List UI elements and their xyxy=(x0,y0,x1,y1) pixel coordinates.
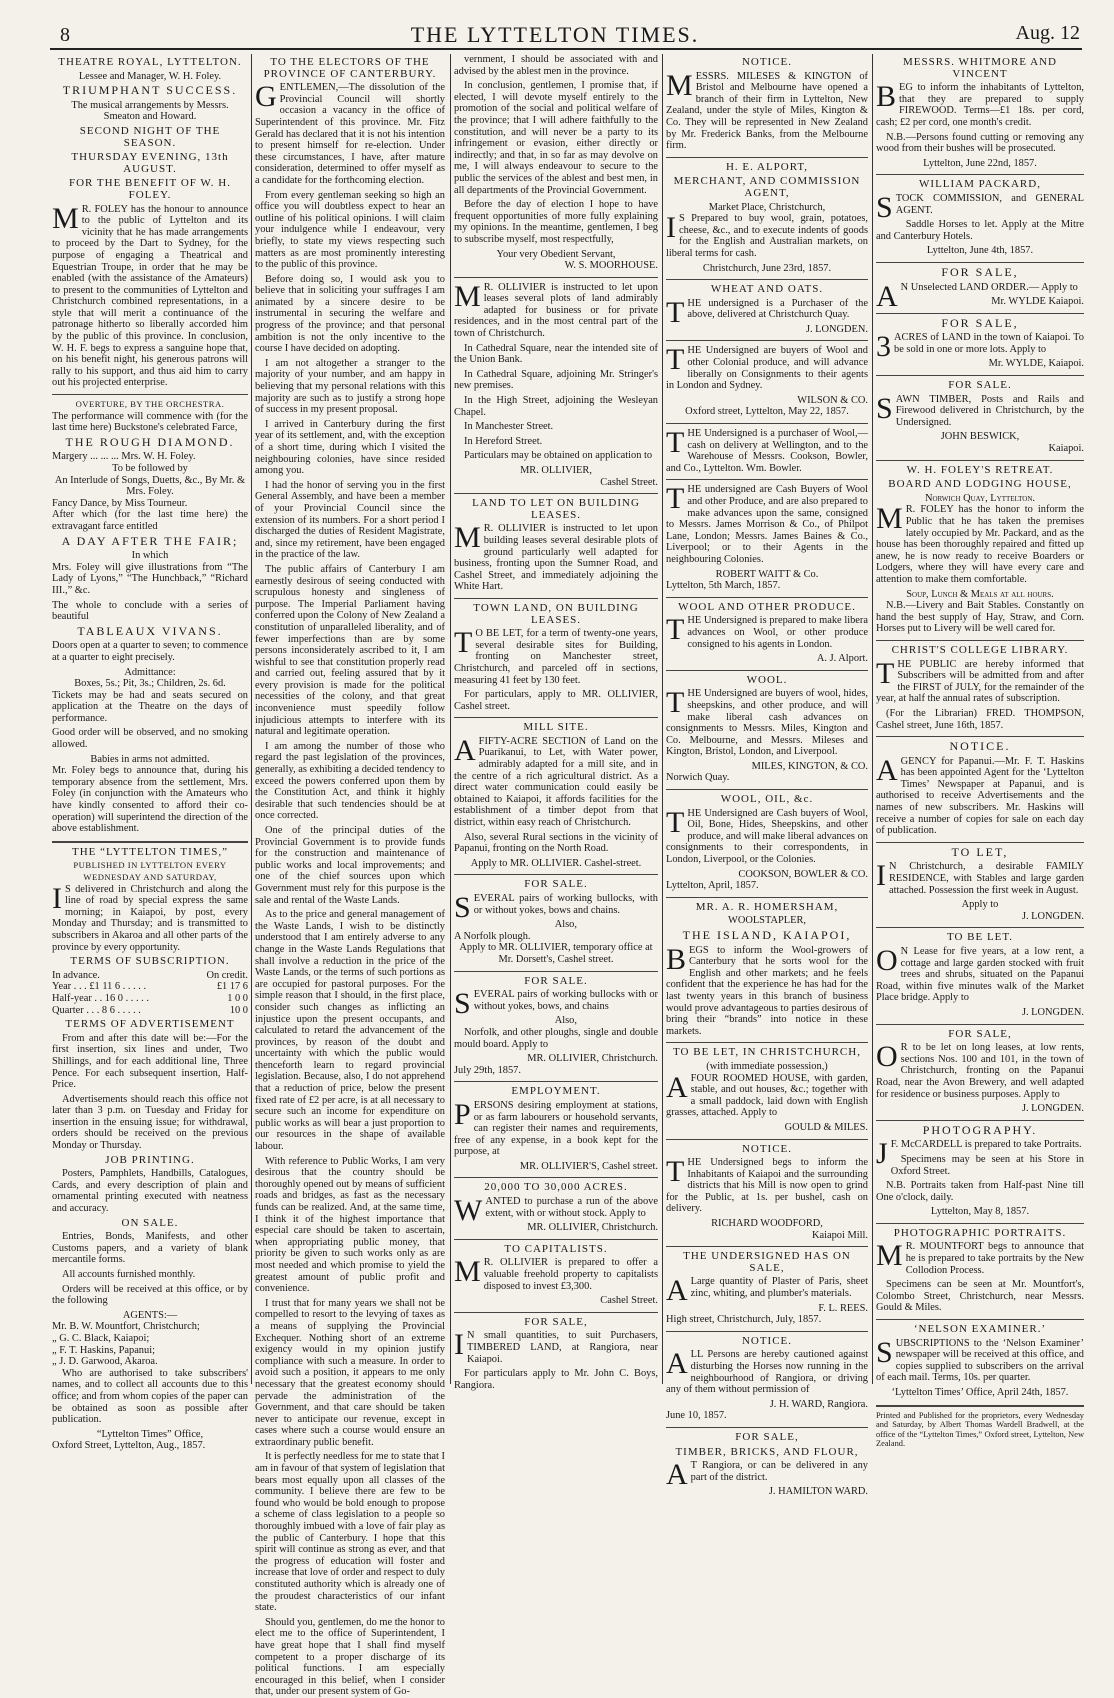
mountfort-specimens: Specimens can be seen at Mr. Mountfort's, Colombo Street, Christchurch, near Messrs. Gould & Miles. xyxy=(876,1279,1084,1314)
nelson-text: UBSCRIPTIONS to the ‘Nelson Examiner’ newspaper will be received at this office, and copies supplied to subscribers on the arrival of each mail. Terms, 10s. per quarter. xyxy=(876,1337,1084,1384)
address-paragraph: It is perfectly needless for me to state that I am in favour of that system of legislation that bears most equally upon all classes of the community. I believe there are few to be found who would be bold enough to propose a scheme of class legislation to a people so thoroughly imbued with a love of fair play as the public of Canterbury. I hope that this spirit will continue as strong as ever, and that the progress of education will foster and increase that love of order and respect to duly constituted authority which is already one of the proudest characteristics of our infant state. xyxy=(255,1451,445,1614)
wilson: WILSON & CO. xyxy=(797,394,868,406)
whole-conclude: The whole to conclude with a series of beautiful xyxy=(52,599,248,623)
column-1 xyxy=(52,54,248,1452)
wheat-text: HE undersigned is a Purchaser of the above, delivered at Christchurch Quay. xyxy=(687,297,868,321)
to-be-let-text: O BE LET, for a term of twenty-one years, several desirable sites for Building, fronting on Manchester street, Christchurch, and parceled off in sections, measuring 41 feet by 130 feet. xyxy=(454,628,658,686)
column-2 xyxy=(255,54,445,1698)
capitalists: TO CAPITALISTS. xyxy=(504,1242,608,1255)
address-paragraph: vernment, I should be associated with and advised by the ablest men in the province. xyxy=(454,54,658,77)
mill-site: MILL SITE. xyxy=(523,721,589,734)
wool-oil: WOOL, OIL, &c. xyxy=(720,793,814,806)
address-paragraph: I am not altogether a stranger to the majority of your number, and am happy in believing that my personal relations with this majority are such as to justify a strong hope of success in my present proposal. xyxy=(255,357,445,416)
land-to-let: LAND TO LET ON BUILDING LEASES. xyxy=(472,497,640,521)
foley-absence: Mr. Foley begs to announce that, during his temporary absence from the settlement, Mrs. Foley (in conjunction with the Amateurs who have kindly consented to afford their co-operation) will superintend the direction of the above establishment. xyxy=(52,765,248,835)
address-paragraph: I had the honor of serving you in the first General Assembly, and have been a member of your Provincial Council since the extension of its numbers. For a short period I discharged the duties of Resident Magistrate, and, since my retirement, have been engaged in the practice of the law. xyxy=(255,479,445,561)
employment: EMPLOYMENT. xyxy=(511,1085,601,1098)
ollivier-building: R. OLLIVIER is instructed to let upon building leases several desirable plots of ground particularly well adapted for business, fronting upon the Sumner Road, and Cashel Street, and immediately adjoining the White Hart. xyxy=(454,523,658,593)
drop-cap: A xyxy=(666,1070,688,1104)
bullocks-2: EVERAL pairs of working bullocks with or without yokes, bows, and chains xyxy=(473,989,658,1012)
location-item: In Cathedral Square, adjoining Mr. Stringer's new premises. xyxy=(454,368,658,392)
agent-item: „ F. T. Haskins, Papanui; xyxy=(52,1344,155,1356)
cashel-street: Cashel Street. xyxy=(600,1295,658,1307)
terms-advertisement: TERMS OF ADVERTISEMENT xyxy=(65,1018,235,1031)
gentlemen-intro: ENTLEMEN,—The dissolution of the Provincial Council will shortly occasion a vacancy in the office of Superintendent of this province. Mr. Fitz Gerald has declared that it is not his intention to present himself for re-election. Under these circumstances, I have, after mature consideration, determined to offer myself as a candidate for the forthcoming election. xyxy=(255,82,445,186)
tickets: Tickets may be had and seats secured on application at the Theatre on the days of performance. xyxy=(52,689,248,724)
bullocks: EVERAL pairs of working bullocks, with or without yokes, bows and chains. xyxy=(473,893,658,916)
alport-sig: A. J. Alport. xyxy=(816,653,868,665)
cottage-lease: N Lease for five years, at a low rent, a cottage and large garden stocked with fruit trees and shrubs, situated on the Papanui Road, within five minutes walk of the Market Place bridge. Apply to xyxy=(876,946,1084,1004)
cookson: COOKSON, BOWLER & CO. xyxy=(738,868,868,880)
location-item: In Manchester Street. xyxy=(464,421,554,433)
wheat-oats: WHEAT AND OATS. xyxy=(710,283,824,296)
cast-margery: Margery ... ... ... Mrs. W. H. Foley. xyxy=(52,451,196,463)
photography: PHOTOGRAPHY. xyxy=(922,1122,1038,1137)
location-item: In the High Street, adjoining the Wesleyan Chapel. xyxy=(454,395,658,418)
for-sale: FOR SALE, xyxy=(941,315,1019,330)
sub-cell: 1 0 0 xyxy=(227,992,248,1004)
day-after-fair: A DAY AFTER THE FAIR; xyxy=(61,533,239,548)
electors-heading: TO THE ELECTORS OF THE PROVINCE OF CANTERBURY. xyxy=(263,56,437,80)
packard: WILLIAM PACKARD, xyxy=(919,178,1041,191)
drop-cap: B xyxy=(666,942,687,976)
issue-date: Aug. 12 xyxy=(1015,22,1080,44)
miles-sig: MILES, KINGTON, & CO. xyxy=(751,760,868,772)
drop-cap: A xyxy=(876,279,898,313)
published: PUBLISHED IN LYTTELTON EVERY WEDNESDAY AND SATURDAY, xyxy=(73,860,227,882)
mr-ollivier: MR. OLLIVIER, xyxy=(520,465,592,476)
address-paragraph: Before the day of election I hope to have frequent opportunities of more fully explaining my opinions. In the meantime, gentlemen, I beg to subscribe myself, most respectfully, xyxy=(454,199,658,245)
stock-commission: TOCK COMMISSION, and GENERAL AGENT. xyxy=(895,192,1084,216)
agent-item: Mr. B. W. Mountfort, Christchurch; xyxy=(52,1321,200,1333)
for-sale: FOR SALE, xyxy=(948,1027,1012,1040)
whitmore-date: Lyttelton, June 22nd, 1857. xyxy=(923,157,1037,169)
page-number: 8 xyxy=(60,24,70,46)
cookson-text: HE Undersigned are Cash buyers of Wool, Oil, Bone, Hides, Sheepskins, and other produce, and will make liberal advances on consignments to their correspondents, in London, Liverpool, or the Colonies. xyxy=(666,807,868,866)
location-item: In Cathedral Square, near the intended site of the Union Bank. xyxy=(454,342,658,366)
subscription-table xyxy=(52,970,248,1016)
fifty-acre: FIFTY-ACRE SECTION of Land on the Puarikanui, to Let, with Water power, admirably adapted for a mill site, and in the centre of a rich agricultural district. As a direct water communication could easily be obtained to Kaiapoi, it affords facilities for the establishment of a timber depot from that district, within easy reach of Christchurch. xyxy=(454,735,658,829)
drop-cap: A xyxy=(666,1274,688,1308)
sections-text: R to be let on long leases, at low rents, sections Nos. 100 and 101, in the town of Christchurch, fronting on the Papanui Road, near the Avon Brewery, and well adapted for residence or business purposes. Apply to xyxy=(876,1042,1084,1100)
drop-cap: W xyxy=(454,1194,483,1228)
address-paragraph: One of the principal duties of the Provincial Government is to provide funds for the construction and maintenance of public works and local improvements; and one of the chief sources upon which Government must rely for this purpose is the sale and rental of the Waste Lands. xyxy=(255,825,445,906)
column-4 xyxy=(666,54,868,1498)
drop-cap: G xyxy=(255,80,277,114)
four-room: FOUR ROOMED HOUSE, with garden, stable, and out houses, &c.; together with a small paddock, laid down with English grasses, attached. Apply to xyxy=(666,1072,868,1119)
office: “Lyttelton Times” Office, xyxy=(96,1428,204,1440)
drop-cap: A xyxy=(454,733,476,767)
accounts-monthly: All accounts furnished monthly. xyxy=(62,1269,196,1280)
sub-cell: £1 17 6 xyxy=(216,981,248,993)
land-order: N Unselected LAND ORDER.— Apply to xyxy=(900,281,1078,293)
woolstapler: WOOLSTAPLER, xyxy=(728,915,806,927)
newspaper-title: THE LYTTELTON TIMES. xyxy=(410,22,700,47)
drop-cap: T xyxy=(876,656,895,690)
drop-cap: T xyxy=(666,343,685,377)
doors-open: Doors open at a quarter to seven; to commence at a quarter to eight precisely. xyxy=(52,640,248,663)
drop-cap: I xyxy=(876,859,886,893)
wool-other: WOOL AND OTHER PRODUCE. xyxy=(678,600,856,613)
address-paragraph: As to the price and general management of the Waste Lands, I wish to be distinctly understood that I am entirely adverse to any change in the Waste Lands Regulations that shall involve a reduction in the price of the Waste Lands, or the terms of such portions as are occupied for pastoral purposes. For the simple reason that I should, in the first place, consider such changes as inflicting an injustice upon the present occupants, and calculated to retard the advancement of the provinces, by reason of the doubt and uncertainty with which the public would thenceforth learn to regard provincial legislation. Because, also, I do not apprehend that a reduction of price, below the present fixed rate of £2 per acre, is at all necessary to secure such an income for expenditure on public works as will bear a just proportion to our resources in the shape of available labour. xyxy=(255,909,445,1153)
drop-cap: S xyxy=(876,391,893,425)
alport-text: S Prepared to buy wool, grain, potatoes, cheese, &c., and to execute indents of goods for the English and Australian markets, on liberal terms for cash. xyxy=(666,213,868,259)
board-lodging: BOARD AND LODGING HOUSE, xyxy=(888,478,1072,491)
ward: J. H. WARD, Rangiora. xyxy=(769,1398,868,1410)
success-heading: TRIUMPHANT SUCCESS. xyxy=(62,83,238,98)
drop-cap: M xyxy=(454,521,481,555)
drop-cap: M xyxy=(666,68,693,102)
wool: WOOL. xyxy=(746,673,788,686)
column-divider xyxy=(662,54,663,1384)
particulars: Particulars may be obtained on application to xyxy=(464,450,653,462)
bowler-text: HE Undersigned is a purchaser of Wool,—cash on delivery at Wellington, and to the Warehouse of Messrs. Cookson, Bowler, and Co., Lyttelton. Wm. Bowler. xyxy=(666,428,868,474)
packard-date: Lyttelton, June 4th, 1857. xyxy=(926,245,1034,257)
island: THE ISLAND, KAIAPOI, xyxy=(682,928,852,942)
alport-name: H. E. ALPORT, xyxy=(725,160,809,173)
for-sale: FOR SALE, xyxy=(941,264,1019,279)
for-sale: FOR SALE, xyxy=(524,1315,588,1328)
in-which: In which xyxy=(131,550,169,562)
for-sale: FOR SALE. xyxy=(524,974,588,987)
oxford-street: Oxford Street, Lyttelton, Aug., 1857. xyxy=(52,1440,206,1452)
waitt: ROBERT WAITT & Co. xyxy=(715,568,819,580)
notice: NOTICE. xyxy=(741,1142,793,1155)
beswick: JOHN BESWICK, xyxy=(940,431,1020,443)
drop-cap: A xyxy=(876,753,898,787)
mccardell-date: Lyttelton, May 8, 1857. xyxy=(930,1206,1030,1218)
for-sale: FOR SALE. xyxy=(948,379,1012,392)
drop-cap: O xyxy=(876,944,898,977)
drop-cap: S xyxy=(454,987,471,1021)
drop-cap: S xyxy=(876,1335,893,1369)
rural-sections: Also, several Rural sections in the vicinity of Papanui, fronting on the North Road. xyxy=(454,831,658,855)
foley-announcement: R. FOLEY has the honour to announce to the public of Lyttelton and its vicinity that he has made arrangements to proceed by the Dart to Sydney, for the purpose of engaging a Theatrical and Equestrian Troupe, in order that he may be enabled (with the assistance of the Amateurs) to present to the communities of Lyttelton and Christchurch combined representations, in a style that will merit a continuance of the patronage hitherto so liberally accorded him by the public of this province. In conclusion, W. H. F. begs to express a sanguine hope that, on his benefit night, his generous patrons will rally to his support, and thus aid him to carry out his projected enterprise. xyxy=(52,203,248,389)
address-paragraph: From every gentleman seeking so high an office you will doubtless expect to hear an outline of his political opinions. I will claim your indulgence while I endeavour, very briefly, to state my views respecting such matters as are most prominently interesting to the public of this province. xyxy=(255,189,445,271)
wylde-2: Mr. WYLDE, Kaiapoi. xyxy=(988,358,1084,370)
mccardell-text: F. McCARDELL is prepared to take Portraits. xyxy=(890,1139,1082,1151)
nb-note: N.B.—Persons found cutting or removing any wood from their bushes will be prosecuted. xyxy=(876,131,1084,155)
mountfort-text: R. MOUNTFORT begs to announce that he is prepared to take portraits by the New Collodion Process. xyxy=(905,1241,1084,1276)
drop-cap: M xyxy=(454,279,481,313)
longden: J. LONGDEN. xyxy=(1021,910,1084,922)
delivery-info: S delivered in Christchurch and along the line of road by special express the same morning; in Kaiapoi, by post, every Monday and Thursday; and is transmitted to subscribers in Akaroa and all other parts of the province by every opportunity. xyxy=(52,883,248,953)
july-date: July 29th, 1857. xyxy=(454,1064,521,1076)
acres-heading: 20,000 TO 30,000 ACRES. xyxy=(484,1181,628,1194)
soup-lunch: Soup, Lunch & Meals at all hours. xyxy=(906,588,1054,600)
notice: NOTICE. xyxy=(741,1334,793,1347)
mrs-foley-illustrations: Mrs. Foley will give illustrations from “The Lady of Lyons,” “The Hunchback,” “Richard III.,” &c. xyxy=(52,561,248,596)
family-residence: N Christchurch, a desirable FAMILY RESIDENCE, with Stables and large garden attached. Possession the first week in August. xyxy=(889,861,1084,896)
adv-text: From and after this date will be:—For the first insertion, six lines and under, Two Shillings, and for each additional line, Three Pence. For each subsequent insertion, Half-Price. xyxy=(52,1032,248,1091)
woodford-text: HE Undersigned begs to inform the Inhabitants of Kaiapoi and the surrounding districts that his Mill is now open to grind for the Public, at 1s. per bushel, cash on delivery. xyxy=(666,1157,868,1215)
market-place: Market Place, Christchurch, xyxy=(708,201,826,213)
horses-caution: LL Persons are hereby cautioned against disturbing the Horses now running in the neighbourhood of Rangiora, or driving any of them without permission of xyxy=(666,1349,868,1396)
rees-addr: High street, Christchurch, July, 1857. xyxy=(666,1314,822,1326)
drop-cap: S xyxy=(454,891,471,924)
gould-miles: GOULD & MILES. xyxy=(784,1121,868,1133)
masthead-rule xyxy=(50,48,1082,50)
whitmore-heading: MESSRS. WHITMORE AND VINCENT xyxy=(903,56,1057,80)
longden-2: J. LONGDEN. xyxy=(1021,1006,1084,1018)
drop-cap: I xyxy=(52,881,62,915)
immediate: (with immediate possession,) xyxy=(706,1060,828,1072)
after-which: After which (for the last time here) the extravagant farce entitled xyxy=(52,509,248,532)
agency-text: GENCY for Papanui.—Mr. F. T. Haskins has been appointed Agent for the ‘Lyttelton Times’ Newspaper at Papanui, and is authorised to receive Advertisements and the names of new subscribers. Mr. Haskins will receive a number of copies for sale on each day of publication. xyxy=(876,755,1084,837)
alport-title: MERCHANT, AND COMMISSION AGENT, xyxy=(673,175,861,199)
drop-cap: M xyxy=(876,1239,903,1273)
interlude: An Interlude of Songs, Duetts, &c., By Mr. & Mrs. Foley. xyxy=(54,474,246,498)
drop-cap: M xyxy=(876,502,903,536)
theatre-title: THEATRE ROYAL, LYTTELTON. xyxy=(58,56,242,68)
longden: J. LONGDEN. xyxy=(805,323,868,335)
orders: Orders will be received at this office, or by the following xyxy=(52,1283,248,1307)
fancy-dance: Fancy Dance, by Miss Tourneur. xyxy=(52,497,188,509)
ollivier-christchurch: MR. OLLIVIER, Christchurch. xyxy=(527,1053,658,1065)
terms-subscription: TERMS OF SUBSCRIPTION. xyxy=(70,955,230,968)
agents-heading: AGENTS:— xyxy=(122,1309,178,1321)
cashel-street: Cashel Street. xyxy=(600,476,658,488)
address-paragraph: I trust that for many years we shall not be compelled to resort to the levying of taxes as a means of supplying the Provincial Exchequer. Nothing short of an extreme exigency would in my opinion justify compliance with such a measure. In order to avoid such a position, it appears to me only necessary that the greatest economy should pervade the administration of the Government, and that care should be taken never to anticipate our revenue, except in cases where such a course would ensure an extraordinary public benefit. xyxy=(255,1297,445,1448)
wylde: Mr. WYLDE Kaiapoi. xyxy=(991,296,1084,308)
librarian: (For the Librarian) FRED. THOMPSON, Cashel street, June 16th, 1857. xyxy=(876,707,1084,731)
location-item: In Hereford Street. xyxy=(464,435,543,447)
homersham: MR. A. R. HOMERSHAM, xyxy=(695,900,839,913)
admittance: Admittance: xyxy=(124,666,176,678)
sub-row: Quarter . . . 8 6 . . . . . xyxy=(52,1004,141,1016)
drop-cap: 3 xyxy=(876,330,891,364)
second-night: SECOND NIGHT OF THE SEASON. xyxy=(79,124,221,149)
nelson-examiner: ‘NELSON EXAMINER.’ xyxy=(913,1323,1047,1336)
drop-cap: M xyxy=(52,201,79,235)
cookson-date: Lyttelton, April, 1857. xyxy=(666,880,759,892)
address-paragraph: With reference to Public Works, I am very desirous that the country should be thoroughly opened out by means of sufficient roads and bridges, as fast as the necessary funds can be realized. And, at the same time, I think it of the highest importance that especial care should be taken to ascertain, when appropriating public money, that priority be given to such works only as are most needed and which promise to yield the greatest amount of public profit and convenience. xyxy=(255,1155,445,1295)
waitt-date: Lyttelton, 5th March, 1857. xyxy=(666,580,781,592)
library-heading: CHRIST'S COLLEGE LIBRARY. xyxy=(891,643,1069,656)
prices: Boxes, 5s.; Pit, 3s.; Children, 2s. 6d. xyxy=(74,678,226,690)
boys-particulars: For particulars apply to Mr. John C. Boys, Rangiora. xyxy=(454,1368,658,1391)
norwich-quay: Norwich Quay. xyxy=(666,772,730,784)
adv-text-2: Advertisements should reach this office not later than 3 p.m. on Tuesday and Friday for insertion in the ensuing issue; for withdrawal, orders should be received on the previous Monday or Thursday. xyxy=(52,1093,248,1152)
column-5 xyxy=(876,54,1084,1449)
longden-3: J. LONGDEN. xyxy=(1021,1103,1084,1115)
saddle-horses: Saddle Horses to let. Apply at the Mitre and Canterbury Hotels. xyxy=(876,219,1084,242)
babies-note: Babies in arms not admitted. xyxy=(90,753,210,765)
on-sale: ON SALE. xyxy=(121,1216,179,1229)
address-paragraph: I am among the number of those who regard the past legislation of the provinces, generally, as exhibiting a decided tendency to exceed the powers conferred upon them by the Constitution Act, and think it highly desirable that such tendencies should be at once corrected. xyxy=(255,740,445,822)
job-text: Posters, Pamphlets, Handbills, Catalogues, Cards, and every description of plain and ornamental printing executed with neatness and accuracy. xyxy=(52,1168,248,1215)
drop-cap: I xyxy=(454,1328,464,1362)
signature-moorhouse: W. S. MOORHOUSE. xyxy=(564,260,658,272)
sub-row: Half-year . . 16 0 . . . . . xyxy=(52,992,149,1004)
ollivier-freehold: R. OLLIVIER is prepared to offer a valuable freehold property to capitalists disposed to invest £3,300. xyxy=(483,1257,658,1292)
three-acres: ACRES of LAND in the town of Kaiapoi. To be sold in one or more lots. Apply to xyxy=(894,332,1084,355)
wilson-date: Oxford street, Lyttelton, May 22, 1857. xyxy=(685,406,849,418)
for-sale: FOR SALE, xyxy=(735,1430,799,1443)
rough-diamond: THE ROUGH DIAMOND. xyxy=(65,434,235,449)
hamilton-ward: J. HAMILTON WARD. xyxy=(768,1486,868,1498)
drop-cap: J xyxy=(876,1137,888,1171)
drop-cap: B xyxy=(876,80,897,114)
also: Also, xyxy=(554,1015,577,1027)
homersham-text: EGS to inform the Wool-growers of Canterbury that he sorts wool for the English and other markets; and he feels confident that the experience he has had for the last twenty years in this branch of business would prove advantageous to parties desirous of bring their “brands” into notice in these markets. xyxy=(666,944,868,1037)
timber-text: T Rangiora, or can be delivered in any part of the district. xyxy=(690,1460,868,1483)
whitmore-text: EG to inform the inhabitants of Lyttelton, that they are prepared to supply FIREWOOD. Terms—£1 18s. per cord, cash; £2 per cord, one month's credit. xyxy=(876,82,1084,128)
drop-cap: M xyxy=(454,1255,481,1289)
plaster: Large quantity of Plaster of Paris, sheet zinc, whiting, and plumber's materials. xyxy=(690,1276,868,1300)
timbered-land: N small quantities, to suit Purchasers, TIMBERED LAND, at Rangiora, near Kaiapoi. xyxy=(467,1330,658,1365)
has-on-sale: THE UNDERSIGNED HAS ON SALE, xyxy=(683,1250,851,1274)
alport2-text: HE Undersigned is prepared to make libera advances on Wool, or other produce consigned to his agents in London. xyxy=(687,615,868,650)
sub-head: In advance. xyxy=(52,969,100,981)
town-land: TOWN LAND, ON BUILDING LEASES. xyxy=(473,601,639,626)
drop-cap: O xyxy=(876,1040,898,1074)
to-be-let: TO BE LET. xyxy=(946,931,1014,944)
benefit-heading: FOR THE BENEFIT OF W. H. FOLEY. xyxy=(68,177,232,201)
plough: A Norfolk plough. xyxy=(454,930,531,942)
norwich-quay: Norwich Quay, Lyttelton. xyxy=(924,492,1036,504)
apply-dorsett: Apply to MR. OLLIVIER, temporary office at Mr. Dorsett's, Cashel street. xyxy=(459,942,653,965)
beswick-place: Kaiapoi. xyxy=(1048,443,1084,455)
specimens: Specimens may be seen at his Store in Oxford Street. xyxy=(890,1153,1084,1177)
address-paragraph: Before doing so, I would ask you to believe that in soliciting your suffrages I am animated by a sincere desire to be instrumental in securing the welfare and progress of the province; and that personal ambition is not the only incentive to the course I have decided on adopting. xyxy=(255,273,445,355)
drop-cap: T xyxy=(666,686,685,720)
performance-text: The performance will commence with (for the last time here) Buckstone's celebrated Farce, xyxy=(52,410,248,434)
lessee: Lessee and Manager, W. H. Foley. xyxy=(78,70,222,82)
alport-date: Christchurch, June 23rd, 1857. xyxy=(702,262,832,274)
woodford: RICHARD WOODFORD, xyxy=(711,1218,823,1230)
column-divider xyxy=(872,54,873,1384)
ollivier-christchurch: MR. OLLIVIER, Christchurch. xyxy=(527,1222,658,1234)
times-title: THE “LYTTELTON TIMES,” xyxy=(71,845,229,858)
timber-heading: TIMBER, BRICKS, AND FLOUR, xyxy=(675,1445,859,1458)
june-date: June 10, 1857. xyxy=(666,1410,727,1422)
persons-employment: ERSONS desiring employment at stations, or as farm labourers or household servants, can register their names and requirements, free of any expense, in a book kept for the purpose, at xyxy=(454,1099,658,1158)
apply-ollivier: Apply to MR. OLLIVIER. Cashel-street. xyxy=(470,857,642,869)
overture: OVERTURE, BY THE ORCHESTRA. xyxy=(75,399,225,410)
wanted-run: ANTED to purchase a run of the above extent, with or without stock. Apply to xyxy=(485,1196,658,1219)
foley-retreat-text: R. FOLEY has the honor to inform the Public that he has taken the premises lately occupied by Mr. Packard, and as the house has been thoroughly repaired and fitted up anew, he is now ready to receive Boarders or Lodgers, where they will have every care and attention to make them comfortable. xyxy=(876,504,1084,585)
sub-head: On credit. xyxy=(206,969,248,981)
mileses-kington: ESSRS. MILESES & KINGTON of Bristol and Melbourne have opened a branch of their firm in Lyttelton, New Zealand, under the style of Miles, Kington & Co. They will be represented in New Zealand by Mr. Frederick Banks, from the Melbourne firm. xyxy=(666,70,868,152)
column-divider xyxy=(251,54,252,1384)
sale-text: Entries, Bonds, Manifests, and other Customs papers, and a variety of blank mercantile forms. xyxy=(52,1231,248,1266)
address-paragraph: Should you, gentlemen, do me the honor to elect me to the office of Superintendent, I have great hope that I shall find myself competent to a proper discharge of its political functions. I am especially encouraged in this belief, when I consider that, under our present system of Go- xyxy=(255,1616,445,1698)
foley-retreat: W. H. FOLEY'S RETREAT. xyxy=(906,463,1054,476)
ollivier-leases: R. OLLIVIER is instructed to let upon leases several plots of land admirably adapted for business or for private residences, and in the most central part of the town of Christchurch. xyxy=(454,281,658,340)
olliviers: MR. OLLIVIER'S, Cashel street. xyxy=(519,1160,658,1172)
for-sale: FOR SALE. xyxy=(524,878,588,891)
drop-cap: T xyxy=(666,482,685,516)
library-text: HE PUBLIC are hereby informed that Subscribers will be admitted from and after the FIRST of JULY, for the remainder of the year, at half the annual rates of subscription. xyxy=(876,658,1084,705)
address-paragraph: The public affairs of Canterbury I am earnestly desirous of seeing conducted with scrupulous honesty and singleness of purpose. The Imperial Parliament having conferred upon the Colony of New Zealand a constitution of unparalleled liberality, and of fewer imperfections than are by some persons inconsiderately ascribed to it, I am wishful to see that constitution properly read and carried out, feeling assured that by it every provision is made for the political necessities of the colony, and that great inconvenience must speedily follow injudicious attempts to interfere with its natural and legitimate operation. xyxy=(255,563,445,738)
drop-cap: T xyxy=(666,426,685,460)
further-particulars: For particulars, apply to MR. OLLIVIER, Cashel street. xyxy=(454,689,658,712)
also: Also, xyxy=(554,919,577,931)
wilson-text: HE Undersigned are buyers of Wool and other Colonial produce, and will advance liberally on Consignments to their agents in London and Sydney. xyxy=(666,345,868,392)
drop-cap: A xyxy=(666,1347,688,1381)
good-order: Good order will be observed, and no smoking allowed. xyxy=(52,727,248,751)
drop-cap: T xyxy=(666,613,685,647)
drop-cap: S xyxy=(876,190,893,224)
servant: Your very Obedient Servant, xyxy=(496,248,616,260)
agents-auth: Who are authorised to take subscribers' names, and to collect all accounts due to this office; and from whom copies of the paper can be obtained as soon as possible after publication. xyxy=(52,1367,248,1426)
sawn-timber: AWN TIMBER, Posts and Rails and Firewood delivered in Christchurch, by the Undersigned. xyxy=(895,393,1084,428)
column-3 xyxy=(454,54,658,1391)
address-paragraph: I arrived in Canterbury during the first year of its settlement, and, with the exception of a short time, during which I visited the neighbouring colonies, have since resided among you. xyxy=(255,418,445,477)
norfolk-ploughs: Norfolk, and other ploughs, single and double mould board. Apply to xyxy=(454,1026,658,1050)
notice: NOTICE. xyxy=(949,739,1011,754)
agent-item: „ G. C. Black, Kaiapoi; xyxy=(52,1332,150,1344)
photographic-portraits: PHOTOGRAPHIC PORTRAITS. xyxy=(893,1226,1067,1239)
masthead xyxy=(30,18,1080,50)
notice: NOTICE. xyxy=(741,56,793,68)
agent-item: „ J. D. Garwood, Akaroa. xyxy=(52,1356,158,1368)
waitt-text: HE undersigned are Cash Buyers of Wool and other Produce, and are also prepared to make advances upon the same, consigned to Messrs. James Morrison & Co., of Philpot Lane, London; Messrs. James Baines & Co., Liverpool; or to their Agents in the neighbouring Colonies. xyxy=(666,484,868,565)
musical-note: The musical arrangements by Messrs. Smeaton and Howard. xyxy=(71,99,229,123)
livery-note: N.B.—Livery and Bait Stables. Constantly on hand the best supply of Hay, Straw, and Corn. Horses put to Livery will be well cared for. xyxy=(876,600,1084,635)
drop-cap: T xyxy=(666,295,685,329)
kaiapoi-mill: Kaiapoi Mill. xyxy=(812,1229,868,1241)
followed-by: To be followed by xyxy=(112,463,188,474)
sub-row: Year . . . £1 11 6 . . . . . xyxy=(52,981,147,993)
drop-cap: T xyxy=(666,805,685,839)
job-printing: JOB PRINTING. xyxy=(105,1153,195,1166)
miles-text: HE Undersigned are buyers of wool, hides, sheepskins, and other produce, and will make liberal cash advances on consignments to Messrs. Miles, Kington and Co. Melbourne, and Messrs. Mileses and Kington, Bristol, London, and Liverpool. xyxy=(666,688,868,758)
nelson-date: ‘Lyttelton Times’ Office, April 24th, 1857. xyxy=(891,1387,1069,1398)
thursday: THURSDAY EVENING, 13th AUGUST. xyxy=(71,151,229,175)
drop-cap: P xyxy=(454,1097,471,1131)
imprint: Printed and Published for the proprietors, every Wednesday and Saturday, by Albert Thomas Wardell Bradwell, at the office of the “Lyttelton Times,” Oxford street, Lyttelton, New Zealand. xyxy=(876,1410,1084,1449)
to-be-let-christchurch: TO BE LET, IN CHRISTCHURCH, xyxy=(673,1046,861,1059)
drop-cap: T xyxy=(454,626,473,660)
drop-cap: T xyxy=(666,1155,685,1189)
drop-cap: A xyxy=(666,1458,688,1492)
portraits-hours: N.B. Portraits taken from Half-past Nine till One o'clock, daily. xyxy=(876,1180,1084,1203)
drop-cap: I xyxy=(666,211,676,245)
address-paragraph: In conclusion, gentlemen, I promise that, if elected, I will devote myself entirely to the promotion of the social and political welfare of the province; that I will adhere faithfully to the constitution, and will never be a party to its infringement or evasion, either directly or indirectly; and that, in so far as may devolve on me, I will always endeavour to secure to the public the services of the ablest and best men, in all departments of the Provincial Government. xyxy=(454,80,658,196)
column-divider xyxy=(450,54,451,1384)
tableaux: TABLEAUX VIVANS. xyxy=(77,623,223,638)
rees: F. L. REES. xyxy=(818,1302,868,1314)
apply-to: Apply to xyxy=(961,899,999,911)
to-let: TO LET, xyxy=(951,844,1009,859)
sub-cell: 10 0 xyxy=(229,1004,248,1016)
